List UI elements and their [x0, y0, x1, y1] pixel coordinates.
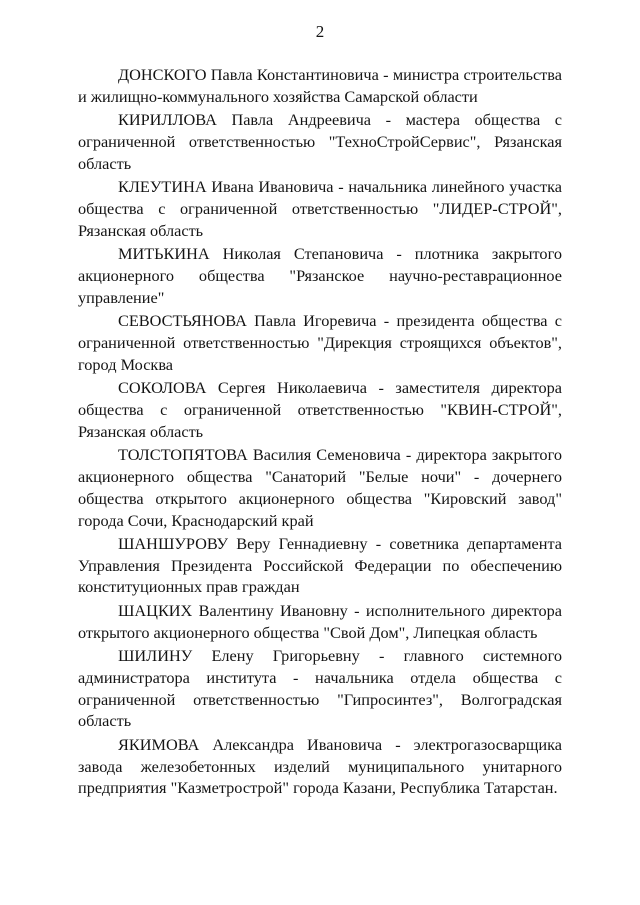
- list-item: МИТЬКИНА Николая Степановича - плотника закрытого акционерного общества "Рязанское научно-реставрационное управление": [78, 244, 562, 307]
- list-item: СЕВОСТЬЯНОВА Павла Игоревича - президента общества с ограниченной ответственностью "Дирекция строящихся объектов", город Москва: [78, 311, 562, 374]
- list-item: КИРИЛЛОВА Павла Андреевича - мастера общества с ограниченной ответственностью "ТехноСтройСервис", Рязанская область: [78, 110, 562, 173]
- list-item: ДОНСКОГО Павла Константиновича - министра строительства и жилищно-коммунального хозяйства Самарской области: [78, 65, 562, 106]
- list-item: КЛЕУТИНА Ивана Ивановича - начальника линейного участка общества с ограниченной ответственностью "ЛИДЕР-СТРОЙ", Рязанская область: [78, 177, 562, 240]
- list-item: СОКОЛОВА Сергея Николаевича - заместителя директора общества с ограниченной ответственностью "КВИН-СТРОЙ", Рязанская область: [78, 378, 562, 441]
- list-item: ТОЛСТОПЯТОВА Василия Семеновича - директора закрытого акционерного общества "Санаторий "Белые ночи" - дочернего общества открытого акционерного общества "Кировский завод" города Сочи, Краснодарский край: [78, 445, 562, 530]
- list-item: ШАЦКИХ Валентину Ивановну - исполнительного директора открытого акционерного общества "Свой Дом", Липецкая область: [78, 600, 562, 642]
- page-number: 2: [315, 22, 325, 41]
- list-item: ШАНШУРОВУ Веру Геннадиевну - советника департамента Управления Президента Российской Федерации по обеспечению конституционных прав граждан: [78, 533, 562, 597]
- list-item: ШИЛИНУ Елену Григорьевну - главного системного администратора института - начальника отдела общества с ограниченной ответственностью "Гипросинтез", Волгоградская область: [78, 646, 562, 731]
- list-item: ЯКИМОВА Александра Ивановича - электрогазосварщика завода железобетонных изделий муниципального унитарного предприятия "Казметрострой" города Казани, Республика Татарстан.: [78, 734, 562, 798]
- award-list: [78, 64, 562, 801]
